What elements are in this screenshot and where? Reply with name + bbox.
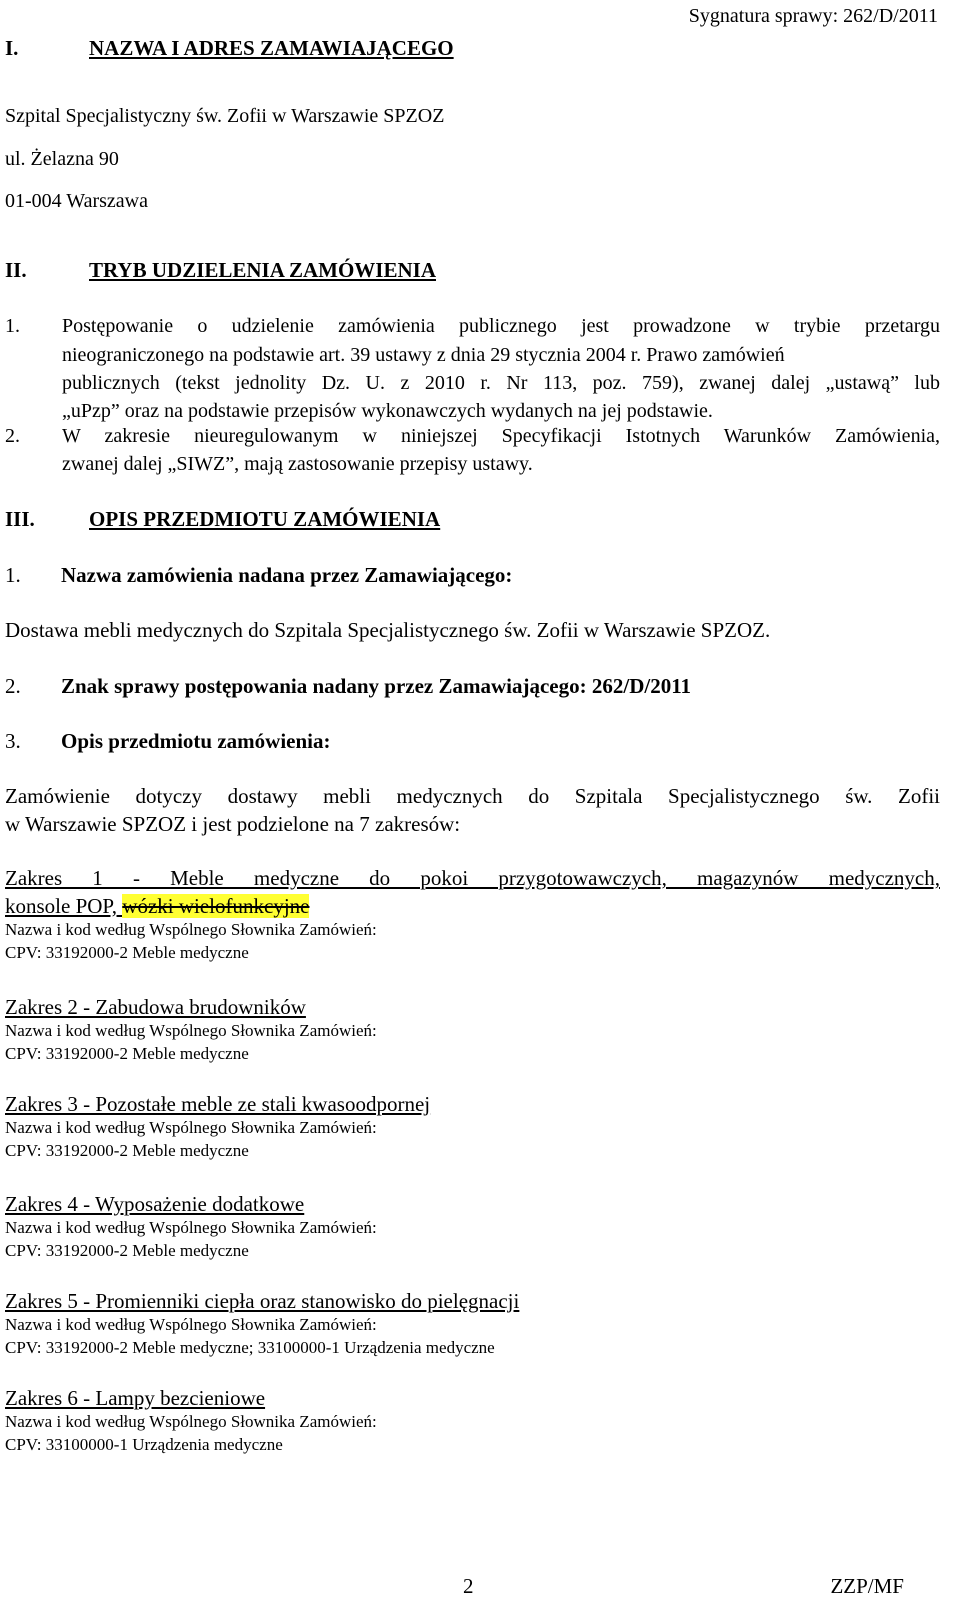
scope-5-title: Zakres 5 - Promienniki ciepła oraz stanowisko do pielęgnacji xyxy=(5,1289,520,1313)
scope-4-title: Zakres 4 - Wyposażenie dodatkowe xyxy=(5,1192,305,1216)
section-3-item-1-heading: Nazwa zamówienia nadana przez Zamawiającego: xyxy=(61,563,513,587)
section-2-item-1-line-1: Postępowanie o udzielenie zamówienia publicznego jest prowadzone w trybie przetargu xyxy=(62,315,940,337)
scope-6-cpv: CPV: 33100000-1 Urządzenia medyczne xyxy=(5,1435,283,1454)
section-3-number: III. xyxy=(5,507,35,531)
scope-2-title: Zakres 2 - Zabudowa brudowników xyxy=(5,995,306,1019)
section-3-item-1-number: 1. xyxy=(5,563,21,587)
section-2-item-2-line-2: zwanej dalej „SIWZ”, mają zastosowanie przepisy ustawy. xyxy=(62,453,533,475)
scope-4-cpv-label: Nazwa i kod według Wspólnego Słownika Zamówień: xyxy=(5,1218,377,1237)
case-signature: Sygnatura sprawy: 262/D/2011 xyxy=(688,5,938,27)
section-2-number: II. xyxy=(5,258,27,282)
address-line-2: ul. Żelazna 90 xyxy=(5,148,119,170)
scope-1-cpv: CPV: 33192000-2 Meble medyczne xyxy=(5,943,249,962)
scope-2-cpv-label: Nazwa i kod według Wspólnego Słownika Zamówień: xyxy=(5,1021,377,1040)
description-line-1: Zamówienie dotyczy dostawy mebli medycznych do Szpitala Specjalistycznego św. Zofii xyxy=(5,784,940,808)
scope-3-cpv: CPV: 33192000-2 Meble medyczne xyxy=(5,1141,249,1160)
scope-5-cpv-label: Nazwa i kod według Wspólnego Słownika Zamówień: xyxy=(5,1315,377,1334)
section-2-item-1-line-2: nieograniczonego na podstawie art. 39 ustawy z dnia 29 stycznia 2004 r. Prawo zamówień xyxy=(62,344,785,366)
scope-6-cpv-label: Nazwa i kod według Wspólnego Słownika Zamówień: xyxy=(5,1412,377,1431)
scope-3-cpv-label: Nazwa i kod według Wspólnego Słownika Zamówień: xyxy=(5,1118,377,1137)
address-line-3: 01-004 Warszawa xyxy=(5,190,148,212)
section-1-title: NAZWA I ADRES ZAMAWIAJĄCEGO xyxy=(89,36,454,60)
scope-1-title-line-2 xyxy=(5,894,309,919)
section-2-item-1-line-4: „uPzp” oraz na podstawie przepisów wykonawczych wydanych na jej podstawie. xyxy=(62,400,713,422)
scope-1-cpv-label: Nazwa i kod według Wspólnego Słownika Zamówień: xyxy=(5,920,377,939)
scope-1-title-struck: wózki wielofunkcyjne xyxy=(122,894,310,918)
footer-code: ZZP/MF xyxy=(830,1574,904,1598)
section-3-item-3-number: 3. xyxy=(5,729,21,753)
section-2-item-2-number: 2. xyxy=(5,425,20,447)
scope-2-cpv: CPV: 33192000-2 Meble medyczne xyxy=(5,1044,249,1063)
section-1-number: I. xyxy=(5,36,19,60)
address-line-1: Szpital Specjalistyczny św. Zofii w Warszawie SPZOZ xyxy=(5,105,445,127)
description-line-2: w Warszawie SPZOZ i jest podzielone na 7 zakresów: xyxy=(5,812,461,836)
section-3-item-3-heading: Opis przedmiotu zamówienia: xyxy=(61,729,331,753)
section-3-item-2-number: 2. xyxy=(5,674,21,698)
scope-3-title: Zakres 3 - Pozostałe meble ze stali kwasoodpornej xyxy=(5,1092,431,1116)
order-name: Dostawa mebli medycznych do Szpitala Specjalistycznego św. Zofii w Warszawie SPZOZ. xyxy=(5,618,771,642)
section-2-item-2-line-1: W zakresie nieuregulowanym w niniejszej Specyfikacji Istotnych Warunków Zamówienia, xyxy=(62,425,940,447)
section-2-item-1-line-3: publicznych (tekst jednolity Dz. U. z 2010 r. Nr 113, poz. 759), zwanej dalej „ustawą” lub xyxy=(62,372,940,394)
scope-1-title-line-1: Zakres 1 - Meble medyczne do pokoi przygotowawczych, magazynów medycznych, xyxy=(5,866,940,890)
section-2-title: TRYB UDZIELENIA ZAMÓWIENIA xyxy=(89,258,436,282)
section-3-item-2-heading: Znak sprawy postępowania nadany przez Zamawiającego: 262/D/2011 xyxy=(61,674,692,698)
page-number: 2 xyxy=(463,1574,474,1598)
section-3-title: OPIS PRZEDMIOTU ZAMÓWIENIA xyxy=(89,507,441,531)
scope-5-cpv: CPV: 33192000-2 Meble medyczne; 33100000-1 Urządzenia medyczne xyxy=(5,1338,495,1357)
section-2-item-1-number: 1. xyxy=(5,315,20,337)
scope-4-cpv: CPV: 33192000-2 Meble medyczne xyxy=(5,1241,249,1260)
scope-1-title-plain: konsole POP, xyxy=(5,894,123,918)
scope-6-title: Zakres 6 - Lampy bezcieniowe xyxy=(5,1386,266,1410)
